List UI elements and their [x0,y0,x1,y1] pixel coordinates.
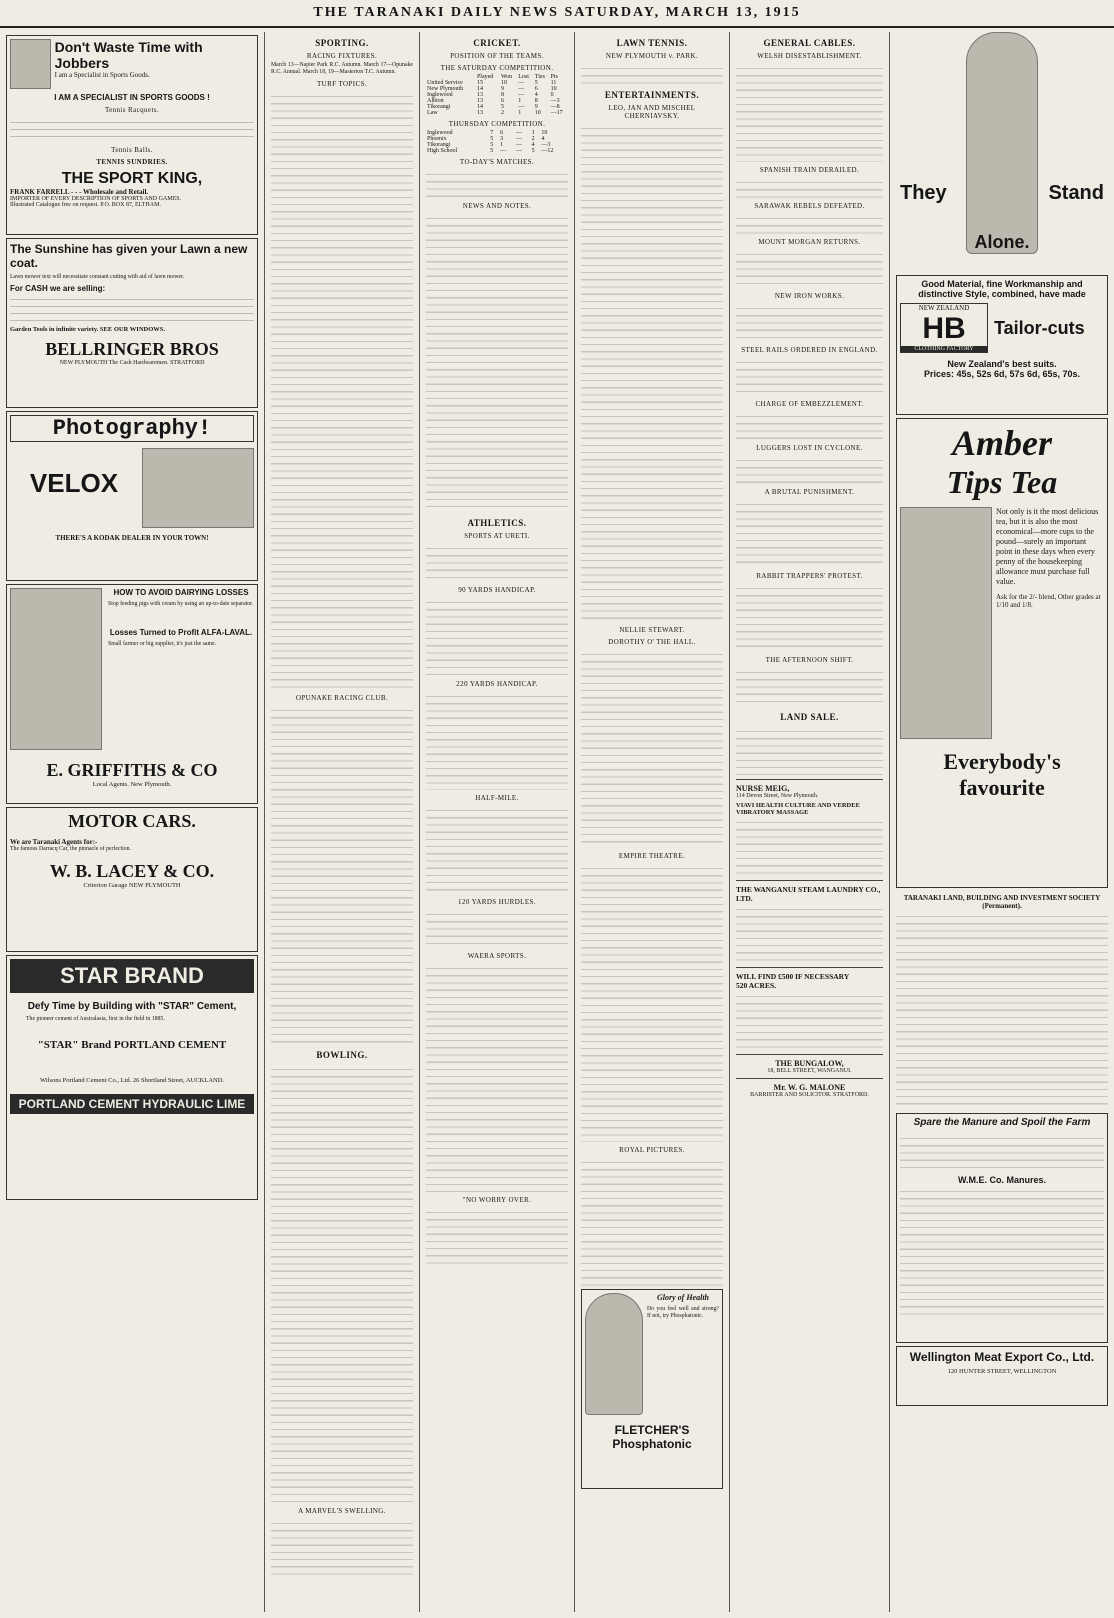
everybody-favourite: Everybody's favourite [943,749,1061,800]
agents-line: We are Taranaki Agents for:- [10,838,98,846]
defy-line: Defy Time by Building with "STAR" Cement, [27,1001,237,1012]
hb-clothing-ad [896,275,1108,415]
new-iron-heading: NEW IRON WORKS. [774,292,845,300]
table-header-cell: Played [476,74,494,80]
racquets-title: Tennis Racquets. [104,106,160,114]
charge-heading: CHARGE OF EMBEZZLEMENT. [755,400,864,408]
spanish-heading: SPANISH TRAIN DERAILED. [759,166,860,174]
gentleman-illustration [966,32,1038,254]
position-heading: POSITION OF THE TEAMS. [450,52,544,60]
photo-print-illustration [142,448,254,528]
velox-title: VELOX [29,468,119,498]
column-ads-left [0,32,265,1612]
marvel-heading: A MARVEL'S SWELLING. [298,1507,386,1516]
land-sale-heading: LAND SALE. [780,712,839,722]
table-header-cell: Won [500,74,513,80]
mower-list [10,293,254,323]
acres-line: 520 ACRES. [736,981,777,990]
turf-topics-heading: TURF TOPICS. [316,80,368,89]
jobbers-sub: I am a Specialist in Sports Goods. [54,71,150,79]
star-portland: "STAR" Brand PORTLAND CEMENT [37,1039,227,1052]
masthead-title: THE TARANAKI DAILY NEWS SATURDAY, MARCH 13, 1915 [313,5,801,20]
specialist-line: I AM A SPECIALIST IN SPORTS GOODS ! [54,93,210,102]
mount-morgan-heading: MOUNT MORGAN RETURNS. [758,238,861,246]
wellington-address: 120 HUNTER STREET, WELLINGTON [947,1368,1057,1375]
motor-title: MOTOR CARS. [68,811,196,831]
tea-description: Not only is it the most delicious tea, but it is also the most economical—more cups to the pound—surely an important point in these days when every penny of the housekeeping allowance must purchase full value. [996,507,1099,586]
racquet-price-list [10,116,254,142]
brutal-heading: A BRUTAL PUNISHMENT. [764,488,855,496]
column-cricket [420,32,575,1612]
wobbly-heading: "NO WORRY OVER. [462,1196,532,1204]
dorothy-heading: DOROTHY O' THE HALL. [608,638,696,646]
turf-topics-body [271,90,413,690]
table-row: Inglewood 13 8 — 4 0 [427,92,554,98]
glory-title: Glory of Health [657,1293,709,1302]
news-notes-body [426,212,568,512]
bellringer-ad: The Sunshine has given your Lawn a new coat. Lawn mower text will necessitate constant cutting with aid of lawn mower. For CASH we are selling: Garden Tools in infinite variety. SEE OUR WINDOWS. BELLRINGER BROS NEW PLYMOUTH The Cash Hardwaremen. STRATFORD [6,238,258,408]
handicap-90-heading: 90 YARDS HANDICAP. [458,586,536,594]
rabbit-heading: RABBIT TRAPPERS' PROTEST. [756,572,863,580]
kodak-ad [6,411,258,581]
afternoon-heading: THE AFTERNOON SHIFT. [765,656,854,664]
table-row: New Plymouth 14 9 — 6 10 [427,86,557,92]
garden-tools: Garden Tools in infinite variety. SEE OUR WINDOWS. [10,326,166,334]
cash-line: For CASH we are selling: [10,284,106,294]
marvel-body [271,1517,413,1577]
table-header-cell: Lost [518,74,529,80]
alone-word: Alone. [974,232,1030,252]
wellington-meat-ad [896,1346,1108,1406]
taranaki-land: TARANAKI LAND, BUILDING AND INVESTMENT SOCIETY (Permanent). [903,894,1101,910]
portland-bottom-banner: PORTLAND CEMENT HYDRAULIC LIME [10,1094,254,1114]
wellington-title: Wellington Meat Export Co., Ltd. [909,1350,1095,1364]
tips-tea-title: Tips Tea [946,464,1058,500]
nellie-heading: NELLIE STEWART. [619,626,685,634]
steel-rails-heading: STEEL RAILS ORDERED IN ENGLAND. [741,346,878,354]
news-notes-heading: NEWS AND NOTES. [462,202,532,210]
table-header-cell: Ties [534,74,545,80]
nurse-title: NURSE MEIG, [736,784,790,793]
masthead [0,0,1114,28]
luggers-heading: LUGGERS LOST IN CYCLONE. [756,444,863,452]
welsh-heading: WELSH DISESTABLISHMENT. [757,52,862,60]
motor-cars-ad: MOTOR CARS. We are Taranaki Agents for:- The famous Darracq Car, the pinnacle of perfection. W. B. LACEY & CO. Criterion Garage NEW PLYMOUTH [6,807,258,952]
sundries-title: TENNIS SUNDRIES. [96,158,168,166]
griffiths-sub: Local Agents. New Plymouth. [92,781,172,788]
lawn-tennis-heading: LAWN TENNIS. [616,38,688,48]
logo-hb-text: HB [922,312,966,345]
todays-matches-body [426,168,568,198]
handicap-220-heading: 220 YARDS HANDICAP. [456,680,538,688]
tennis-player-illustration [10,39,51,89]
stand-word: Stand [1048,182,1104,204]
wilsons-line: Wilsons Portland Cement Co., Ltd. 26 Shortland Street, AUCKLAND. [39,1077,225,1085]
bellringer-title: BELLRINGER BROS [45,339,219,360]
woman-portrait-illustration [585,1293,643,1415]
hb-logo [900,303,988,353]
cricket-heading: CRICKET. [473,38,521,48]
manure-ad [896,1113,1108,1343]
table-row: Tikorangi 5 1 — 4 —3 [427,142,551,148]
general-cables-heading: GENERAL CABLES. [763,38,856,48]
table-row: Albion 13 6 1 8 —3 [427,98,560,104]
woman-with-tea-illustration [900,507,992,739]
thursday-comp-heading: THURSDAY COMPETITION. [448,120,546,128]
malone-sub: BARRISTER AND SOLICITOR. STRATFORD. [750,1092,869,1098]
tea-ask: Ask for the 2/- blend, Other grades at 1/10 and 1/8. [996,593,1101,609]
racing-fixtures-heading: RACING FIXTURES. [306,52,378,60]
saturday-table [426,74,568,116]
tennis-balls: Tennis Balls. [111,146,153,154]
jobbers-title: Don't Waste Time with Jobbers [54,39,203,71]
sarawak-heading: SARAWAK REBELS DEFEATED. [754,202,865,210]
waerea-heading: WAERA SPORTS. [467,952,527,960]
athletics-heading: ATHLETICS. [467,518,527,528]
best-suits: New Zealand's best suits. [947,359,1057,369]
royal-heading: ROYAL PICTURES. [619,1146,685,1154]
sports-urenui-heading: SPORTS AT URETI. [464,532,530,540]
opunake-heading: OPUNAKE RACING CLUB. [295,694,389,703]
will-find-line: WILL FIND £500 IF NECESSARY [736,972,850,981]
manure-title: Spare the Manure and Spoil the Farm [913,1117,1091,1128]
sport-king-title: THE SPORT KING, [61,170,203,187]
entertainments-heading: ENTERTAINMENTS. [604,90,700,100]
separator-illustration [10,588,102,750]
cherniavsky-heading: LEO, JAN AND MISCHEL CHERNIAVSKY. [608,104,696,120]
column-cables [730,32,890,1612]
photography-title: Photography! [10,415,254,442]
table-row: High School 5 — — 5 —12 [427,148,554,154]
importer-line: IMPORTER OF EVERY DESCRIPTION OF SPORTS AND GAMES. [10,196,182,202]
table-row: Tikorangi 14 5 — 9 —8 [427,104,560,110]
table-row: Inglewood 7 6 — 1 10 [427,130,548,136]
opunake-body [271,704,413,1044]
bungalow-address: 18, BELL STREET, WANGANUI. [767,1068,852,1074]
table-row: Phoenix 5 3 — 2 4 [427,136,545,142]
sunshine-headline: The Sunshine has given your Lawn a new coat. [10,242,248,270]
good-material: Good Material, fine Workmanship and distinctive Style, combined, have made [918,279,1086,299]
nurse-address: 114 Devon Street, New Plymouth. [736,793,819,799]
column-sporting: SPORTING. RACING FIXTURES. March 13—Napier Park R.C. Autumn. March 17—Opunake R.C. Annual. March 18, 19—Masterton T.C. Autumn. TURF TOPICS. OPUNAKE RACING CLUB. BOWLING. A MARVEL'S SWELLING. [265,32,420,1612]
wanganui-laundry: THE WANGANUI STEAM LAUNDRY CO., LTD. [736,885,881,903]
they-stand-alone-ad [896,32,1108,272]
alfa-laval-line: Losses Turned to Profit ALFA-LAVAL. [109,628,253,638]
phosphatonic-title: FLETCHER'S Phosphatonic [612,1423,692,1451]
bowling-heading: BOWLING. [316,1050,368,1061]
hurdles-heading: 120 YARDS HURDLES. [458,898,536,906]
empire-heading: EMPIRE THEATRE. [618,852,686,860]
thursday-table [426,130,568,154]
todays-matches-heading: TO-DAY'S MATCHES. [459,158,535,166]
dairying-title: HOW TO AVOID DAIRYING LOSSES [113,588,249,597]
suit-prices: Prices: 45s, 52s 6d, 57s 6d, 65s, 70s. [923,369,1081,379]
star-brand-banner: STAR BRAND [10,959,254,993]
lacey-title: W. B. LACEY & CO. [49,861,215,882]
half-mile-heading: HALF-MILE. [475,794,519,802]
kodak-dealer: THERE'S A KODAK DEALER IN YOUR TOWN! [55,534,209,542]
np-park-heading: NEW PLYMOUTH v. PARK. [605,52,699,60]
viavi-line: VIAVI HEALTH CULTURE AND VERDEE VIBRATORY MASSAGE [736,802,860,816]
bowling-body [271,1063,413,1503]
bungalow-title: THE BUNGALOW, [775,1059,844,1068]
lacey-sub: Criterion Garage NEW PLYMOUTH [83,882,181,890]
malone-title: Mr. W. G. MALONE [773,1083,846,1092]
bellringer-sub: NEW PLYMOUTH The Cash Hardwaremen. STRATFORD [59,360,205,367]
logo-nz-text: NEW ZEALAND [918,304,970,312]
alfa-laval-ad: HOW TO AVOID DAIRYING LOSSES Stop feeding pigs with cream by using an up-to-date separator. Losses Turned to Profit ALFA-LAVAL. Small farmer or big supplier, it's just the same. E. GRIFFITHS & CO Local Agents. New Plymouth. [6,584,258,804]
saturday-comp-heading: THE SATURDAY COMPETITION. [440,64,554,72]
tailor-cuts: Tailor-cuts [994,317,1085,338]
column-ads-right [890,32,1114,1612]
star-cement-ad: STAR BRAND Defy Time by Building with "STAR" Cement, The pioneer cement of Australasia, first in the field in 1885. "STAR" Brand PORTLAND CEMENT Wilsons Portland Cement Co., Ltd. 26 Shortland Street, AUCKLAND. PORTLAND CEMENT HYDRAULIC LIME [6,955,258,1200]
phosphatonic-ad: Glory of Health Do you feel well and strong? If not, try Phosphatonic. FLETCHER'S Phosphatonic [581,1289,723,1489]
sport-king-ad [6,35,258,235]
column-entertainments [575,32,730,1612]
catalogue-line: Illustrated Catalogue free on request. P.O. BOX 87, ELTHAM. [10,202,161,208]
griffiths-title: E. GRIFFITHS & CO [46,760,218,780]
table-header-cell: Pts [550,74,558,80]
they-word: They [900,182,947,204]
table-row: United Service 15 10 — 5 11 [427,80,557,86]
amber-title: Amber [951,423,1052,463]
sporting-heading: SPORTING. [315,38,369,48]
amber-tips-ad [896,418,1108,888]
logo-clothing-text: CLOTHING FACTORY [901,346,987,352]
table-row: Law 13 2 1 10 —17 [427,110,563,116]
farrell-line: FRANK FARRELL - - - Wholesale and Retail. [10,188,149,196]
wme-title: W.M.E. Co. Manures. [957,1175,1046,1185]
